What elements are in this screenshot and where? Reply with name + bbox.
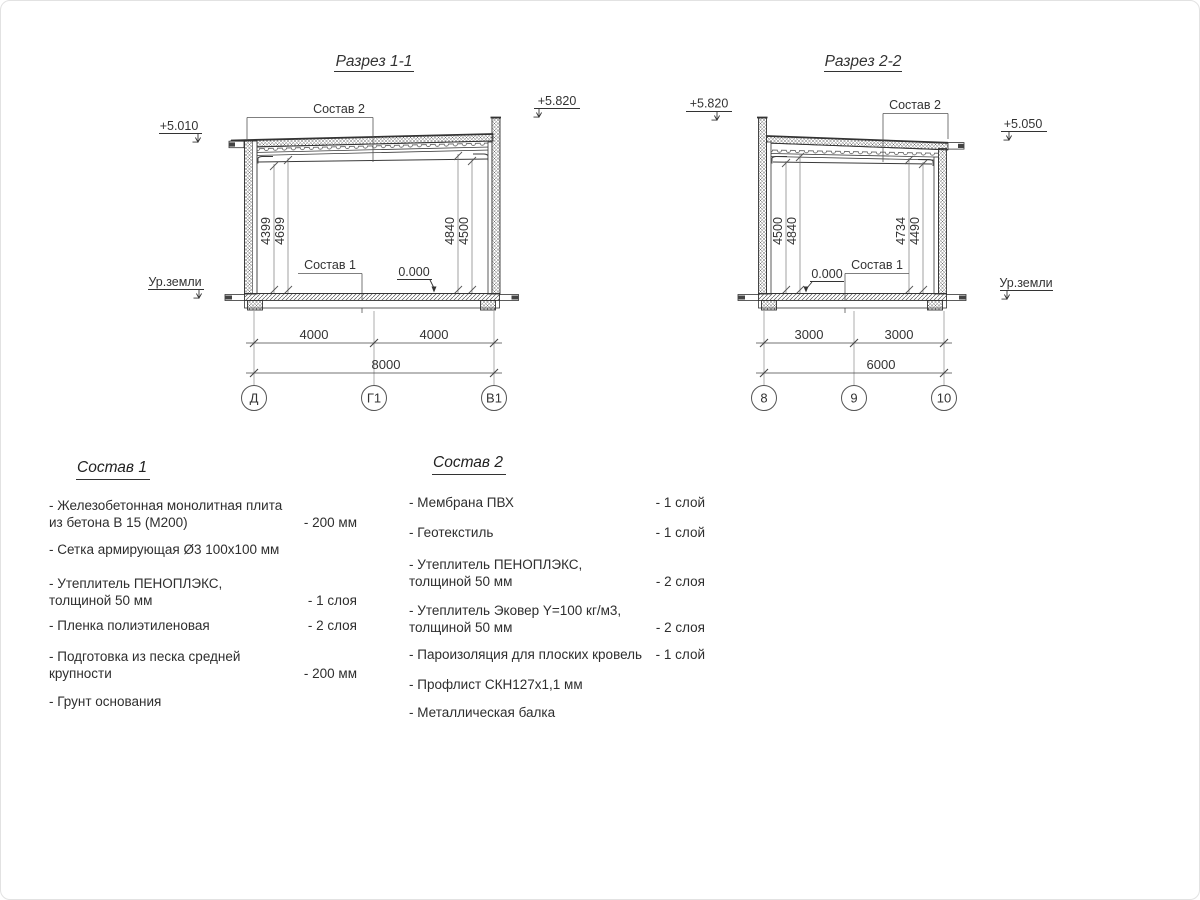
level-mark-icon <box>194 290 202 299</box>
axis-label: Д <box>249 390 259 406</box>
svg-text:+5.010: +5.010 <box>159 119 199 133</box>
right-wall <box>488 118 501 295</box>
elevation-left <box>686 97 732 121</box>
eave-edge-tip <box>229 142 235 146</box>
item-value: - 1 слой <box>655 525 705 540</box>
foundation-pad <box>928 301 943 311</box>
ground-level-label <box>999 276 1053 299</box>
span-label: 3000 <box>794 327 824 342</box>
section-title: Разрез 1-1 <box>335 53 413 70</box>
axis-label: В1 <box>486 390 502 406</box>
dim-label: 4699 <box>273 217 287 245</box>
span-label: 4000 <box>299 327 329 342</box>
item-value: - 1 слой <box>655 647 705 662</box>
elevation-right <box>1001 117 1047 140</box>
left-wall <box>245 141 258 294</box>
list-item: - Пленка полиэтиленовая - 2 слоя <box>49 618 357 633</box>
list-title: Состав 2 <box>432 454 506 475</box>
svg-text:+5.820: +5.820 <box>689 96 729 111</box>
sostav-2-list <box>409 454 705 744</box>
svg-text:+5.050: +5.050 <box>1003 117 1043 131</box>
axis-label: 9 <box>850 390 858 406</box>
span-label: 8000 <box>371 357 401 372</box>
dim-label: 4500 <box>457 217 471 245</box>
list-item: - Утеплитель Эковер Y=100 кг/м3, толщиной 50 мм - 2 слоя <box>409 603 705 635</box>
dim-label: 4840 <box>443 217 457 245</box>
dim-label: 4500 <box>771 217 785 245</box>
zero-level <box>397 265 437 293</box>
level-mark-icon <box>1002 291 1010 300</box>
left-wall <box>757 118 771 295</box>
axis-label: 8 <box>760 390 768 406</box>
ground-level-label <box>148 275 204 298</box>
section-2-2-drawing <box>676 41 1066 421</box>
column-capital <box>918 160 933 167</box>
list-item: - Сетка армирующая Ø3 100х100 мм <box>49 542 280 557</box>
eave-edge-tip <box>958 144 964 148</box>
sostav1-label: Состав 1 <box>851 258 903 272</box>
sostav2-label: Состав 2 <box>889 98 941 112</box>
list-item: - Утеплитель ПЕНОПЛЭКС, толщиной 50 мм - 2 слоя <box>409 557 705 589</box>
item-value: - 2 слоя <box>655 620 705 635</box>
list-item: - Грунт основания <box>49 694 162 709</box>
item-value: - 1 слой <box>655 495 705 510</box>
level-mark-icon <box>1004 132 1012 141</box>
item-value: - 2 слоя <box>655 574 705 589</box>
level-mark-icon <box>534 109 542 118</box>
list-item: - Железобетонная монолитная плита из бетона В 15 (М200) - 200 мм <box>49 498 357 530</box>
list-item: - Пароизоляция для плоских кровель - 1 слой <box>409 647 705 662</box>
item-value: - 2 слоя <box>307 618 357 633</box>
list-title: Состав 1 <box>76 459 150 480</box>
list-item: - Утеплитель ПЕНОПЛЭКС, толщиной 50 мм - 1 слоя <box>49 576 357 608</box>
floor-slab <box>225 294 519 311</box>
span-label: 4000 <box>419 327 449 342</box>
dim-label: 4399 <box>259 217 273 245</box>
svg-text:0.000: 0.000 <box>811 267 843 281</box>
svg-text:Ур.земли: Ур.земли <box>999 276 1053 290</box>
list-item: - Мембрана ПВХ - 1 слой <box>409 495 705 510</box>
axis-bubbles <box>752 386 957 411</box>
sostav2-label: Состав 2 <box>313 102 365 116</box>
svg-text:+5.820: +5.820 <box>537 94 577 108</box>
section-title: Разрез 2-2 <box>824 53 902 70</box>
list-item: - Подготовка из песка средней крупности - 200 мм <box>49 649 357 681</box>
item-value: - 200 мм <box>303 515 357 530</box>
floor-slab <box>738 294 966 311</box>
elevation-left <box>159 119 202 142</box>
level-mark-icon <box>193 134 201 143</box>
span-label: 6000 <box>866 357 896 372</box>
right-wall <box>934 149 947 295</box>
list-item: - Геотекстиль - 1 слой <box>409 525 705 540</box>
item-value: - 1 слоя <box>307 593 357 608</box>
dim-label: 4840 <box>785 217 799 245</box>
roof-slab <box>767 136 965 150</box>
axis-label: 10 <box>936 390 952 406</box>
svg-text:Ур.земли: Ур.земли <box>148 275 202 289</box>
sostav-1-list <box>49 459 357 729</box>
zero-level <box>804 267 845 293</box>
elevation-right <box>534 94 581 117</box>
dim-label: 4490 <box>908 217 922 245</box>
svg-text:0.000: 0.000 <box>398 265 430 279</box>
list-item: - Профлист СКН127х1,1 мм <box>409 677 583 692</box>
foundation-pad <box>762 301 777 311</box>
level-mark-icon <box>712 112 720 121</box>
dim-label: 4734 <box>894 217 908 245</box>
foundation-pad <box>248 301 263 311</box>
section-1-1-drawing <box>136 41 616 421</box>
list-item: - Металлическая балка <box>409 705 556 720</box>
span-label: 3000 <box>884 327 914 342</box>
sostav1-label: Состав 1 <box>304 258 356 272</box>
foundation-pad <box>481 301 496 311</box>
extension-lines <box>254 311 494 385</box>
item-value: - 200 мм <box>303 666 357 681</box>
extension-lines <box>764 311 944 385</box>
axis-bubbles <box>242 386 507 411</box>
axis-label: Г1 <box>366 390 382 406</box>
